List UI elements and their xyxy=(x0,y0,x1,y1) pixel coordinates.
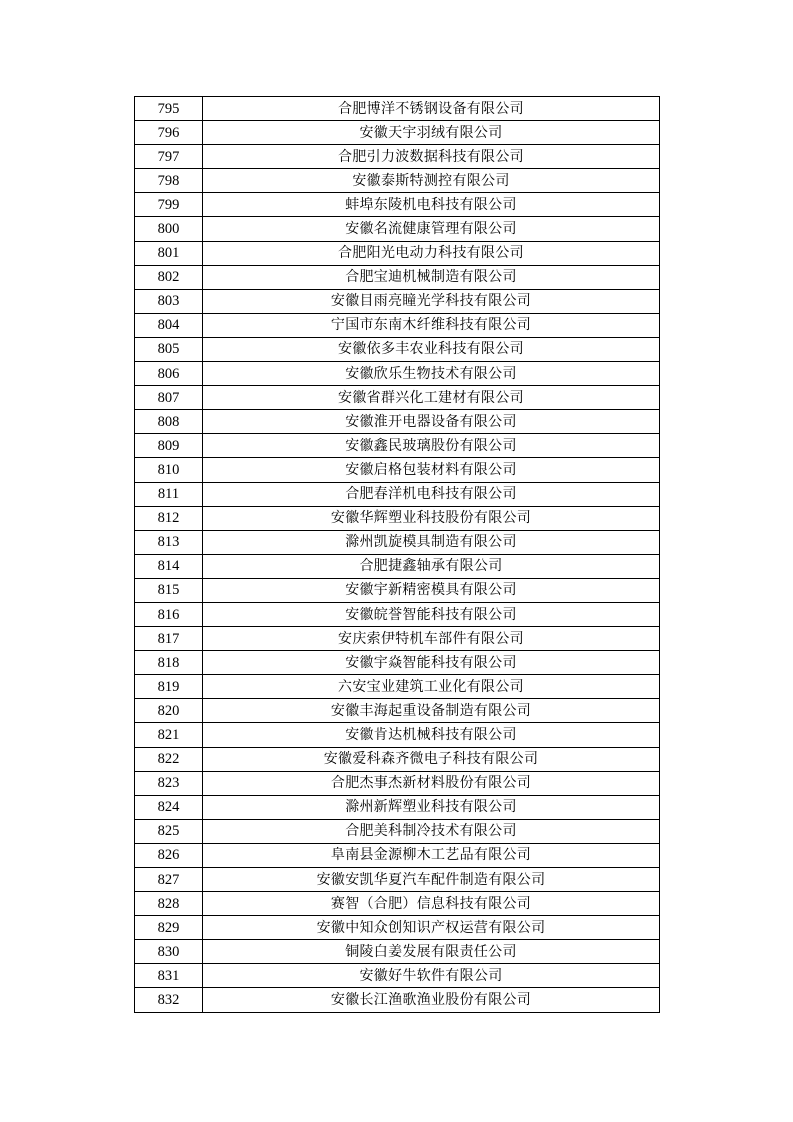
row-number-cell: 827 xyxy=(135,868,203,892)
company-name-cell: 安徽丰海起重设备制造有限公司 xyxy=(203,699,660,723)
row-number-cell: 795 xyxy=(135,97,203,121)
table-row xyxy=(135,988,660,1012)
row-number-cell: 800 xyxy=(135,217,203,241)
row-number-cell: 797 xyxy=(135,145,203,169)
table-row xyxy=(135,627,660,651)
company-name-cell: 安徽好牛软件有限公司 xyxy=(203,964,660,988)
table-row xyxy=(135,651,660,675)
company-name-cell: 滁州凯旋模具制造有限公司 xyxy=(203,530,660,554)
row-number-cell: 823 xyxy=(135,771,203,795)
table-row xyxy=(135,313,660,337)
table-row xyxy=(135,771,660,795)
company-list-table xyxy=(134,96,660,1013)
table-row xyxy=(135,578,660,602)
table-row xyxy=(135,699,660,723)
company-name-cell: 安徽省群兴化工建材有限公司 xyxy=(203,386,660,410)
row-number-cell: 812 xyxy=(135,506,203,530)
row-number-cell: 807 xyxy=(135,386,203,410)
table-row xyxy=(135,530,660,554)
company-name-cell: 阜南县金源柳木工艺品有限公司 xyxy=(203,843,660,867)
row-number-cell: 805 xyxy=(135,337,203,361)
company-name-cell: 安徽天宇羽绒有限公司 xyxy=(203,121,660,145)
table-row xyxy=(135,458,660,482)
table-row xyxy=(135,362,660,386)
company-name-cell: 蚌埠东陵机电科技有限公司 xyxy=(203,193,660,217)
row-number-cell: 831 xyxy=(135,964,203,988)
row-number-cell: 828 xyxy=(135,892,203,916)
company-name-cell: 安徽长江渔歌渔业股份有限公司 xyxy=(203,988,660,1012)
row-number-cell: 801 xyxy=(135,241,203,265)
row-number-cell: 824 xyxy=(135,795,203,819)
table-row xyxy=(135,265,660,289)
company-name-cell: 合肥阳光电动力科技有限公司 xyxy=(203,241,660,265)
company-name-cell: 六安宝业建筑工业化有限公司 xyxy=(203,675,660,699)
row-number-cell: 808 xyxy=(135,410,203,434)
row-number-cell: 819 xyxy=(135,675,203,699)
table-row xyxy=(135,410,660,434)
table-row xyxy=(135,169,660,193)
table-row xyxy=(135,602,660,626)
table-row xyxy=(135,193,660,217)
table-row xyxy=(135,217,660,241)
table-row xyxy=(135,940,660,964)
company-name-cell: 安徽启格包装材料有限公司 xyxy=(203,458,660,482)
row-number-cell: 809 xyxy=(135,434,203,458)
row-number-cell: 820 xyxy=(135,699,203,723)
company-name-cell: 安徽依多丰农业科技有限公司 xyxy=(203,337,660,361)
row-number-cell: 830 xyxy=(135,940,203,964)
company-name-cell: 安徽淮开电器设备有限公司 xyxy=(203,410,660,434)
row-number-cell: 825 xyxy=(135,819,203,843)
company-name-cell: 滁州新辉塑业科技有限公司 xyxy=(203,795,660,819)
row-number-cell: 832 xyxy=(135,988,203,1012)
table-row xyxy=(135,289,660,313)
row-number-cell: 810 xyxy=(135,458,203,482)
table-row xyxy=(135,843,660,867)
company-name-cell: 赛智（合肥）信息科技有限公司 xyxy=(203,892,660,916)
table-row xyxy=(135,434,660,458)
company-name-cell: 安徽皖誉智能科技有限公司 xyxy=(203,602,660,626)
table-row xyxy=(135,386,660,410)
table-row xyxy=(135,506,660,530)
company-name-cell: 合肥引力波数据科技有限公司 xyxy=(203,145,660,169)
company-name-cell: 安徽欣乐生物技术有限公司 xyxy=(203,362,660,386)
table-row xyxy=(135,819,660,843)
row-number-cell: 815 xyxy=(135,578,203,602)
table-row xyxy=(135,795,660,819)
company-name-cell: 安徽华辉塑业科技股份有限公司 xyxy=(203,506,660,530)
company-name-cell: 安徽鑫民玻璃股份有限公司 xyxy=(203,434,660,458)
company-name-cell: 宁国市东南木纤维科技有限公司 xyxy=(203,313,660,337)
row-number-cell: 818 xyxy=(135,651,203,675)
company-name-cell: 安徽爱科森齐微电子科技有限公司 xyxy=(203,747,660,771)
company-name-cell: 合肥宝迪机械制造有限公司 xyxy=(203,265,660,289)
table-row xyxy=(135,747,660,771)
row-number-cell: 806 xyxy=(135,362,203,386)
row-number-cell: 816 xyxy=(135,602,203,626)
table-row xyxy=(135,482,660,506)
table-row xyxy=(135,892,660,916)
table-row xyxy=(135,145,660,169)
table-row xyxy=(135,723,660,747)
row-number-cell: 829 xyxy=(135,916,203,940)
table-row xyxy=(135,554,660,578)
company-name-cell: 铜陵白姜发展有限责任公司 xyxy=(203,940,660,964)
company-name-cell: 安徽肯达机械科技有限公司 xyxy=(203,723,660,747)
table-row xyxy=(135,916,660,940)
table-row xyxy=(135,337,660,361)
row-number-cell: 799 xyxy=(135,193,203,217)
table-row xyxy=(135,121,660,145)
company-name-cell: 安徽宇焱智能科技有限公司 xyxy=(203,651,660,675)
row-number-cell: 804 xyxy=(135,313,203,337)
row-number-cell: 811 xyxy=(135,482,203,506)
company-name-cell: 合肥博洋不锈钢设备有限公司 xyxy=(203,97,660,121)
company-name-cell: 合肥捷鑫轴承有限公司 xyxy=(203,554,660,578)
company-name-cell: 合肥春洋机电科技有限公司 xyxy=(203,482,660,506)
row-number-cell: 813 xyxy=(135,530,203,554)
table-body xyxy=(135,97,660,1013)
row-number-cell: 814 xyxy=(135,554,203,578)
table-row xyxy=(135,964,660,988)
company-name-cell: 安徽中知众创知识产权运营有限公司 xyxy=(203,916,660,940)
company-name-cell: 安徽泰斯特测控有限公司 xyxy=(203,169,660,193)
table-row xyxy=(135,241,660,265)
row-number-cell: 802 xyxy=(135,265,203,289)
row-number-cell: 803 xyxy=(135,289,203,313)
company-name-cell: 合肥美科制冷技术有限公司 xyxy=(203,819,660,843)
table-row xyxy=(135,675,660,699)
company-name-cell: 合肥杰事杰新材料股份有限公司 xyxy=(203,771,660,795)
row-number-cell: 796 xyxy=(135,121,203,145)
company-name-cell: 安徽安凯华夏汽车配件制造有限公司 xyxy=(203,868,660,892)
company-name-cell: 安徽宇新精密模具有限公司 xyxy=(203,578,660,602)
table-row xyxy=(135,97,660,121)
row-number-cell: 822 xyxy=(135,747,203,771)
table-row xyxy=(135,868,660,892)
company-name-cell: 安庆索伊特机车部件有限公司 xyxy=(203,627,660,651)
row-number-cell: 817 xyxy=(135,627,203,651)
row-number-cell: 821 xyxy=(135,723,203,747)
row-number-cell: 826 xyxy=(135,843,203,867)
row-number-cell: 798 xyxy=(135,169,203,193)
company-name-cell: 安徽名流健康管理有限公司 xyxy=(203,217,660,241)
company-name-cell: 安徽目雨亮瞳光学科技有限公司 xyxy=(203,289,660,313)
